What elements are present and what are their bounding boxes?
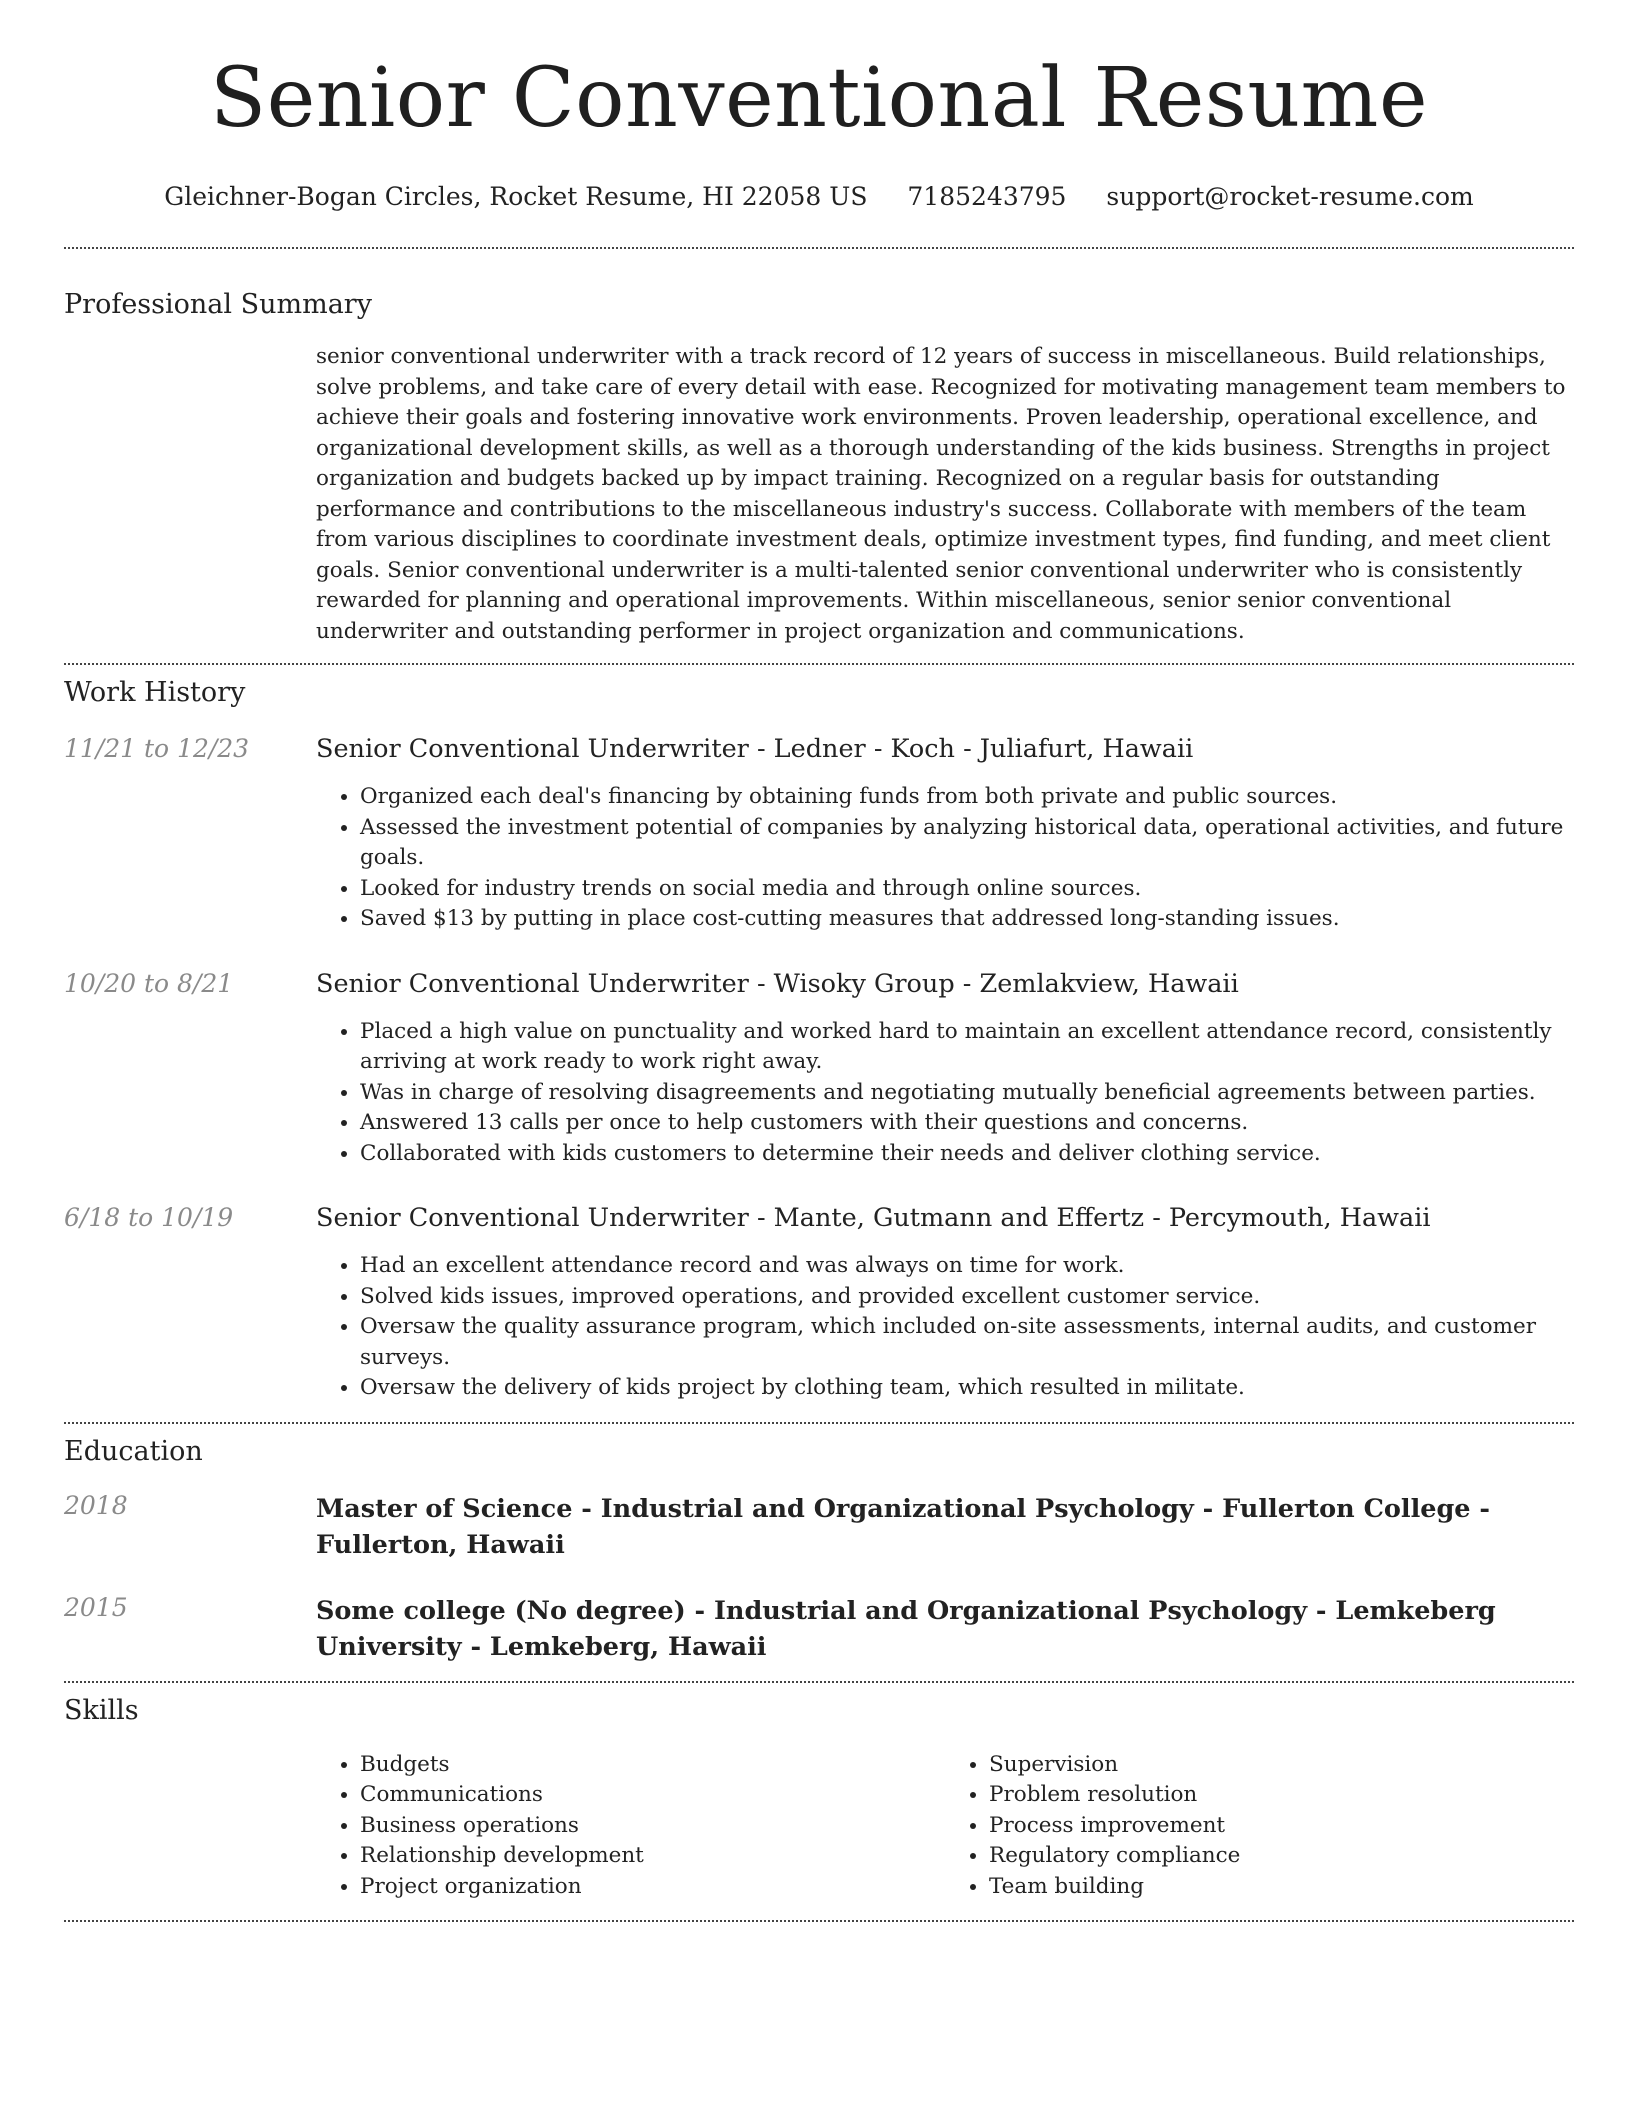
section-title-skills: Skills: [64, 1694, 139, 1726]
education-entry: [64, 1593, 1574, 1665]
address: Gleichner-Bogan Circles, Rocket Resume, HI 22058 US: [164, 182, 868, 212]
list-item: • Saved $13 by putting in place cost-cutting measures that addressed long-standing issues.: [360, 904, 1574, 935]
resume-page: [64, 0, 1574, 1922]
list-item: • Solved kids issues, improved operations, and provided excellent customer service.: [360, 1282, 1574, 1313]
job-title: Senior Conventional Underwriter - Wisoky Group - Zemlakview, Hawaii: [316, 968, 1239, 999]
job-title: Senior Conventional Underwriter - Mante, Gutmann and Effertz - Percymouth, Hawaii: [316, 1203, 1431, 1234]
phone: 7185243795: [907, 182, 1067, 212]
skills-list-left: [316, 1750, 945, 1903]
job-entry: [64, 1203, 1574, 1404]
summary-text: senior conventional underwriter with a track record of 12 years of success in miscellaneous. Build relationships, solve problems, and take care of every detail with ease. Recognized for motivating management team members to achieve their goals and fostering innovative work environments. Proven leadership, operational excellence, and organizational development skills, as well as a thorough understanding of the kids business. Strengths in project organization and budgets backed up by impact training. Recognized on a regular basis for outstanding performance and contributions to the miscellaneous industry's success. Collaborate with members of the team from various disciplines to coordinate investment deals, optimize investment types, find funding, and meet client goals. Senior conventional underwriter is a multi-talented senior conventional underwriter who is consistently rewarded for planning and operational improvements. Within miscellaneous, senior senior conventional underwriter and outstanding performer in project organization and communications.: [316, 344, 1566, 644]
list-item: • Oversaw the quality assurance program, which included on-site assessments, internal audits, and customer surveys.: [360, 1312, 1574, 1373]
job-dates: 11/21 to 12/23: [64, 734, 250, 764]
list-item: • Looked for industry trends on social media and through online sources.: [360, 874, 1574, 905]
skills-section: [64, 1695, 1574, 1903]
list-item: • Collaborated with kids customers to determine their needs and deliver clothing service.: [360, 1139, 1574, 1170]
divider: [64, 663, 1574, 665]
divider: [64, 1681, 1574, 1683]
section-title-work-history: Work History: [64, 677, 246, 709]
resume-title: Senior Conventional Resume: [210, 51, 1428, 146]
job-title: Senior Conventional Underwriter - Ledner - Koch - Juliafurt, Hawaii: [316, 734, 1194, 765]
skill-item: • Communications: [360, 1780, 945, 1811]
divider: [64, 247, 1574, 249]
contact-line: [64, 182, 1574, 211]
list-item: • Organized each deal's financing by obtaining funds from both private and public sources.: [360, 782, 1574, 813]
skill-item: • Relationship development: [360, 1841, 945, 1872]
list-item: • Assessed the investment potential of companies by analyzing historical data, operational activities, and future goals.: [360, 813, 1574, 874]
skill-item: • Regulatory compliance: [989, 1841, 1574, 1872]
skill-item: • Supervision: [989, 1750, 1574, 1781]
divider: [64, 1920, 1574, 1922]
list-item: • Was in charge of resolving disagreements and negotiating mutually beneficial agreements between parties.: [360, 1078, 1574, 1109]
education-section: [64, 1436, 1574, 1665]
list-item: • Oversaw the delivery of kids project by clothing team, which resulted in militate.: [360, 1373, 1574, 1404]
divider: [64, 1422, 1574, 1424]
list-item: • Had an excellent attendance record and was always on time for work.: [360, 1251, 1574, 1282]
skill-item: • Process improvement: [989, 1811, 1574, 1842]
skills-list-right: [945, 1750, 1574, 1903]
skill-item: • Business operations: [360, 1811, 945, 1842]
skill-item: • Problem resolution: [989, 1780, 1574, 1811]
job-bullets: [316, 782, 1574, 935]
skill-item: • Project organization: [360, 1872, 945, 1903]
skill-item: • Team building: [989, 1872, 1574, 1903]
job-entry: [64, 969, 1574, 1170]
education-entry: [64, 1491, 1574, 1563]
summary-section: [64, 289, 1574, 647]
job-dates: 6/18 to 10/19: [64, 1203, 234, 1233]
list-item: • Answered 13 calls per once to help customers with their questions and concerns.: [360, 1108, 1574, 1139]
education-year: 2018: [64, 1490, 128, 1520]
education-title: Master of Science - Industrial and Organizational Psychology - Fullerton College - Fullerton, Hawaii: [316, 1493, 1490, 1560]
skill-item: • Budgets: [360, 1750, 945, 1781]
job-entry: [64, 734, 1574, 935]
email: support@rocket-resume.com: [1106, 182, 1474, 212]
education-year: 2015: [64, 1592, 128, 1622]
job-bullets: [316, 1251, 1574, 1404]
education-title: Some college (No degree) - Industrial and Organizational Psychology - Lemkeberg University - Lemkeberg, Hawaii: [316, 1595, 1496, 1662]
section-title-education: Education: [64, 1435, 203, 1467]
work-history-section: [64, 677, 1574, 1404]
list-item: • Placed a high value on punctuality and worked hard to maintain an excellent attendance record, consistently arriving at work ready to work right away.: [360, 1017, 1574, 1078]
job-bullets: [316, 1017, 1574, 1170]
job-dates: 10/20 to 8/21: [64, 968, 234, 998]
section-title-summary: Professional Summary: [64, 289, 372, 321]
